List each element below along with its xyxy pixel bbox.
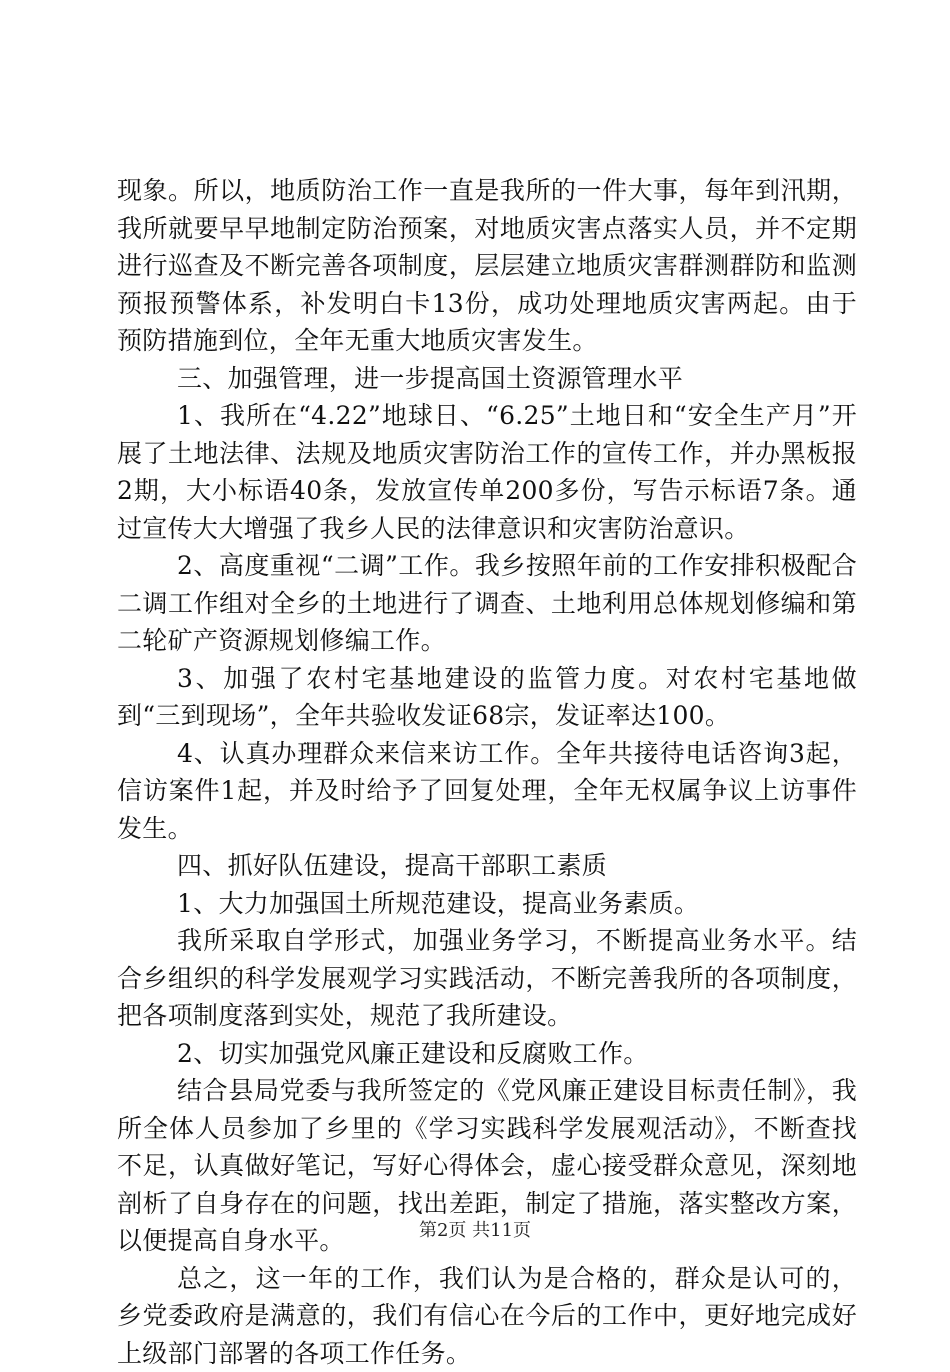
paragraph-9: 我所采取自学形式，加强业务学习，不断提高业务水平。结合乡组织的科学发展观学习实践活动，不断完善我所的各项制度，把各项制度落到实处，规范了我所建设。 xyxy=(117,922,857,1035)
paragraph-4: 2、高度重视“二调”工作。我乡按照年前的工作安排积极配合二调工作组对全乡的土地进行了调查、土地利用总体规划修编和第二轮矿产资源规划修编工作。 xyxy=(117,547,857,660)
paragraph-8: 1、大力加强国土所规范建设，提高业务素质。 xyxy=(117,885,857,923)
paragraph-6: 4、认真办理群众来信来访工作。全年共接待电话咨询3起，信访案件1起，并及时给予了回复处理，全年无权属争议上访事件发生。 xyxy=(117,735,857,848)
paragraph-3: 1、我所在“4.22”地球日、“6.25”土地日和“安全生产月”开展了土地法律、法规及地质灾害防治工作的宣传工作，并办黑板报2期，大小标语40条，发放宣传单200多份，写告示标语7条。通过宣传大大增强了我乡人民的法律意识和灾害防治意识。 xyxy=(117,397,857,547)
paragraph-10: 2、切实加强党风廉正建设和反腐败工作。 xyxy=(117,1035,857,1073)
paragraph-1: 现象。所以，地质防治工作一直是我所的一件大事，每年到汛期，我所就要早早地制定防治预案，对地质灾害点落实人员，并不定期进行巡查及不断完善各项制度，层层建立地质灾害群测群防和监测预报预警体系，补发明白卡13份，成功处理地质灾害两起。由于预防措施到位，全年无重大地质灾害发生。 xyxy=(117,172,857,360)
page-number-footer: 第2页 共11页 xyxy=(0,1216,950,1242)
paragraph-11: 结合县局党委与我所签定的《党风廉正建设目标责任制》，我所全体人员参加了乡里的《学习实践科学发展观活动》，不断查找不足，认真做好笔记，写好心得体会，虚心接受群众意见，深刻地剖析了自身存在的问题，找出差距，制定了措施，落实整改方案，以便提高自身水平。 xyxy=(117,1072,857,1260)
section-heading-3: 三、加强管理，进一步提高国土资源管理水平 xyxy=(117,360,857,398)
document-body xyxy=(117,172,857,1372)
paragraph-12: 总之，这一年的工作，我们认为是合格的，群众是认可的，乡党委政府是满意的，我们有信心在今后的工作中，更好地完成好上级部门部署的各项工作任务。 xyxy=(117,1260,857,1372)
section-heading-4: 四、抓好队伍建设，提高干部职工素质 xyxy=(117,847,857,885)
paragraph-5: 3、加强了农村宅基地建设的监管力度。对农村宅基地做到“三到现场”，全年共验收发证68宗，发证率达100。 xyxy=(117,660,857,735)
